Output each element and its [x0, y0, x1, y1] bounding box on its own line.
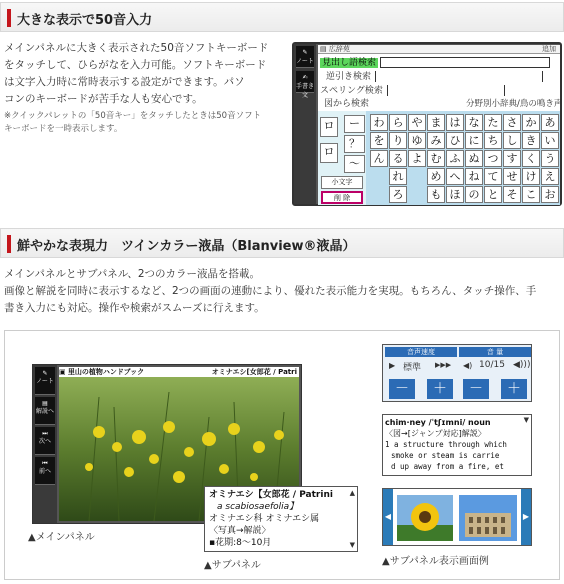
key-tilde[interactable]: ～ — [344, 155, 365, 173]
main-panel-title-bar: ▣ 里山の植物ハンドブック オミナエシ[女郎花 / Patri — [59, 368, 297, 376]
kana-key[interactable]: ゆ — [408, 132, 426, 149]
kana-key[interactable]: あ — [541, 114, 559, 131]
headword-input[interactable] — [380, 57, 550, 68]
volume-minus-button[interactable]: － — [463, 379, 489, 399]
device2-sidebar — [33, 365, 57, 523]
note-icon: ✎ — [42, 370, 48, 377]
speed-fast-icon[interactable]: ▶▶▶ — [435, 361, 452, 369]
kana-key[interactable]: や — [408, 114, 426, 131]
section-title-1: 大きな表示で50音入力 — [17, 13, 153, 28]
device-keyboard-screenshot — [292, 42, 562, 206]
kana-key[interactable]: ね — [465, 168, 483, 185]
kana-key[interactable]: わ — [370, 114, 388, 131]
sub-panel-caption: ▲サブパネル — [204, 560, 261, 571]
kana-key[interactable]: し — [503, 132, 521, 149]
kana-key[interactable]: ん — [370, 150, 388, 167]
next-button[interactable]: ⏭ 次へ — [35, 427, 55, 455]
explain-button[interactable]: ▤ 解説へ — [35, 397, 55, 425]
speed-label: 音声速度 — [385, 347, 457, 357]
kana-key[interactable]: う — [541, 150, 559, 167]
kana-key[interactable]: ろ — [389, 186, 407, 203]
examples-caption: ▲サブパネル表示画面例 — [382, 556, 489, 567]
menu-figure-search[interactable]: 図から検索 — [324, 99, 370, 109]
kana-key[interactable]: よ — [408, 150, 426, 167]
key-handakuten-box[interactable]: ロ — [320, 143, 338, 163]
scroll-down-icon[interactable]: ▼ — [349, 541, 355, 549]
section-title-2: 鮮やかな表現力 ツインカラー液晶（Blanview®液晶） — [17, 239, 356, 254]
section1-body: メインパネルに大きく表示された50音ソフトキーボード をタッチして、ひらがなを入力可能。ソフトキーボード は文字入力時に常時表示する設定ができます。パソ コンのキーボードが苦手な人も安心です。 — [4, 42, 269, 105]
handwriting-icon: ✍ — [302, 74, 308, 81]
prev-image-button[interactable]: ◀ — [383, 489, 393, 545]
next-image-button[interactable]: ▶ — [521, 489, 531, 545]
kana-key[interactable]: み — [427, 132, 445, 149]
speed-plus-button[interactable]: ＋ — [427, 379, 453, 399]
kana-key[interactable]: め — [427, 168, 445, 185]
handwriting-button[interactable]: ✍ 手書き文 — [296, 71, 314, 93]
volume-high-icon: ◀))) — [513, 360, 531, 370]
kana-key[interactable]: ほ — [446, 186, 464, 203]
volume-plus-button[interactable]: ＋ — [501, 379, 527, 399]
kana-key[interactable]: に — [465, 132, 483, 149]
dictionary-icon: ▤ — [320, 45, 327, 53]
kana-key[interactable]: む — [427, 150, 445, 167]
kana-key[interactable]: り — [389, 132, 407, 149]
plant-entry: オミナエシ【女郎花 / Patrini a scabiosaefolia】 オミナエシ科 オミナエシ属 〈写真→解説〉 ▪花期:8～10月 — [209, 490, 333, 548]
sunflower-thumbnail — [397, 495, 453, 541]
kana-key[interactable]: い — [541, 132, 559, 149]
prev-button[interactable]: ⏮ 前へ — [35, 457, 55, 485]
book-icon: ▤ — [42, 400, 48, 407]
kana-key[interactable]: そ — [503, 186, 521, 203]
main-panel-caption: ▲メインパネル — [28, 532, 95, 543]
kana-key[interactable]: と — [484, 186, 502, 203]
kana-key[interactable]: は — [446, 114, 464, 131]
kana-key[interactable]: さ — [503, 114, 521, 131]
prev-icon: ⏮ — [42, 460, 48, 467]
kana-keyboard — [318, 111, 560, 205]
menu-field-dictionary[interactable]: 分野別小辞典/鳥の鳴き声 — [466, 99, 563, 109]
kana-key[interactable]: て — [484, 168, 502, 185]
volume-low-icon: ◀) — [463, 361, 473, 370]
section1-note: ※クイックパレットの「50音キー」をタッチしたときは50音ソフト キーボードを一時表示します。 — [4, 111, 262, 134]
volume-label: 音 量 — [459, 347, 531, 357]
kana-key[interactable]: す — [503, 150, 521, 167]
kana-key[interactable]: の — [465, 186, 483, 203]
kana-key[interactable]: え — [541, 168, 559, 185]
kana-key[interactable]: く — [522, 150, 540, 167]
image-sub-panel — [382, 488, 532, 546]
small-char-key[interactable]: 小文字 — [321, 176, 363, 189]
kana-key[interactable]: こ — [522, 186, 540, 203]
device1-sidebar — [294, 44, 316, 204]
kana-key[interactable]: れ — [389, 168, 407, 185]
key-long-vowel[interactable]: ー — [344, 115, 365, 133]
scroll-down-icon[interactable]: ▼ — [523, 416, 529, 424]
speed-value: 標準 — [403, 363, 422, 373]
kana-key[interactable]: ぬ — [465, 150, 483, 167]
note-icon: ✎ — [302, 49, 308, 56]
sub-panel-plant — [204, 486, 358, 552]
kana-key[interactable]: け — [522, 168, 540, 185]
kana-key[interactable]: つ — [484, 150, 502, 167]
kana-key[interactable]: ら — [389, 114, 407, 131]
kana-key[interactable]: な — [465, 114, 483, 131]
dictionary-entry: chim·ney /ˈtʃɪmni/ noun 〈図→[ジャンプ対応]解説〉 1 a structure through which smoke or steam is carrie d up away from a fire, et — [385, 418, 507, 471]
kana-key[interactable]: き — [522, 132, 540, 149]
kana-key[interactable]: を — [370, 132, 388, 149]
note-button[interactable]: ✎ ノート — [296, 46, 314, 68]
header-accent-bar — [7, 9, 11, 27]
screen-title-bar: ▤ 広辞苑 追加 — [318, 45, 560, 54]
header-accent-bar — [7, 235, 11, 253]
colosseum-thumbnail — [459, 495, 517, 541]
delete-key[interactable]: 削 除 — [321, 191, 363, 204]
kana-key[interactable]: ち — [484, 132, 502, 149]
book-icon: ▣ — [59, 368, 66, 376]
next-icon: ⏭ — [42, 430, 48, 437]
note-button[interactable]: ✎ ノート — [35, 367, 55, 395]
section-header-2 — [0, 228, 564, 258]
key-question[interactable]: ？ — [344, 135, 365, 153]
key-dakuten-box[interactable]: ロ — [320, 117, 338, 137]
kana-key[interactable]: た — [484, 114, 502, 131]
kana-key[interactable]: る — [389, 150, 407, 167]
kana-key[interactable]: も — [427, 186, 445, 203]
menu-reverse-search[interactable]: 逆引き検索 — [326, 71, 543, 84]
audio-controls-panel — [382, 344, 532, 402]
section2-body: メインパネルとサブパネル、2つのカラー液晶を搭載。 画像と解説を同時に表示するなど、2つの画面の連動により、優れた表示能力を実現。もちろん、タッチ操作、手 書き入力にも対応。操作や検索がスムーズに行えます。 — [4, 268, 537, 314]
scroll-up-icon[interactable]: ▲ — [349, 489, 355, 497]
kana-key[interactable]: ま — [427, 114, 445, 131]
kana-key[interactable]: へ — [446, 168, 464, 185]
kana-key[interactable]: か — [522, 114, 540, 131]
dictionary-sub-panel — [382, 414, 532, 476]
menu-headword-search[interactable]: 見出し語検索 — [320, 57, 550, 70]
section-header-1 — [0, 2, 564, 32]
speed-slow-icon[interactable]: ▶ — [389, 361, 396, 370]
speed-minus-button[interactable]: － — [389, 379, 415, 399]
kana-key[interactable]: せ — [503, 168, 521, 185]
kana-key[interactable]: ふ — [446, 150, 464, 167]
kana-key[interactable]: お — [541, 186, 559, 203]
volume-value: 10/15 — [479, 360, 505, 370]
device1-screen — [318, 45, 563, 205]
menu-spelling-search[interactable]: スペリング検索 — [320, 85, 505, 98]
kana-key[interactable]: ひ — [446, 132, 464, 149]
